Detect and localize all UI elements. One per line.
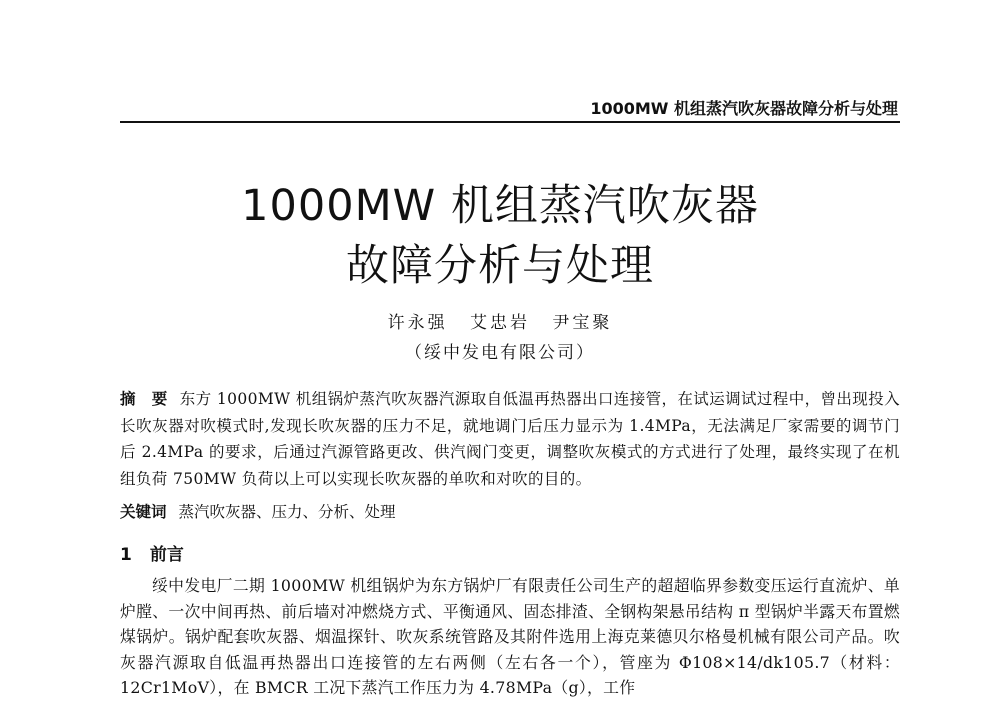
header-rule — [120, 121, 900, 123]
paper-title — [0, 176, 1000, 296]
body-paragraph: 绥中发电厂二期 1000MW 机组锅炉为东方锅炉厂有限责任公司生产的超超临界参数变压运行直流炉、单炉膛、一次中间再热、前后墙对冲燃烧方式、平衡通风、固态排渣、全钢构架悬吊结构 π 型锅炉半露天布置燃煤锅炉。锅炉配套吹灰器、烟温探针、吹灰系统管路及其附件选用上海克莱德贝尔格曼机械有限公司产品。吹灰器汽源取自低温再热器出口连接管的左右两侧（左右各一个），管座为 Φ108×14/dk105.7（材料：12Cr1MoV），在 BMCR 工况下蒸汽工作压力为 4.78MPa（g），工作 — [120, 576, 900, 698]
title-line-1: 1000MW 机组蒸汽吹灰器 — [241, 181, 759, 231]
author-list: 许永强 艾忠岩 尹宝聚 — [387, 313, 613, 333]
keywords-label: 关键词 — [120, 503, 167, 521]
running-head: 1000MW 机组蒸汽吹灰器故障分析与处理 — [590, 99, 898, 118]
section-title: 前言 — [149, 545, 184, 565]
section-number: 1 — [120, 545, 132, 565]
abstract — [120, 386, 900, 492]
title-line-2: 故障分析与处理 — [346, 241, 654, 291]
affiliation: （绥中发电有限公司） — [405, 343, 595, 363]
abstract-text: 东方 1000MW 机组锅炉蒸汽吹灰器汽源取自低温再热器出口连接管，在试运调试过程中，曾出现投入长吹灰器对吹模式时,发现长吹灰器的压力不足，就地调门后压力显示为 1.4MPa，无法满足厂家需要的调节门后 2.4MPa 的要求，后通过汽源管路更改、供汽阀门变更，调整吹灰模式的方式进行了处理，最终实现了在机组负荷 750MW 负荷以上可以实现长吹灰器的单吹和对吹的目的。 — [120, 390, 901, 488]
keywords-text: 蒸汽吹灰器、压力、分析、处理 — [178, 503, 396, 521]
keywords — [120, 500, 900, 524]
abstract-label: 摘 要 — [120, 390, 168, 408]
section-heading — [120, 540, 184, 565]
